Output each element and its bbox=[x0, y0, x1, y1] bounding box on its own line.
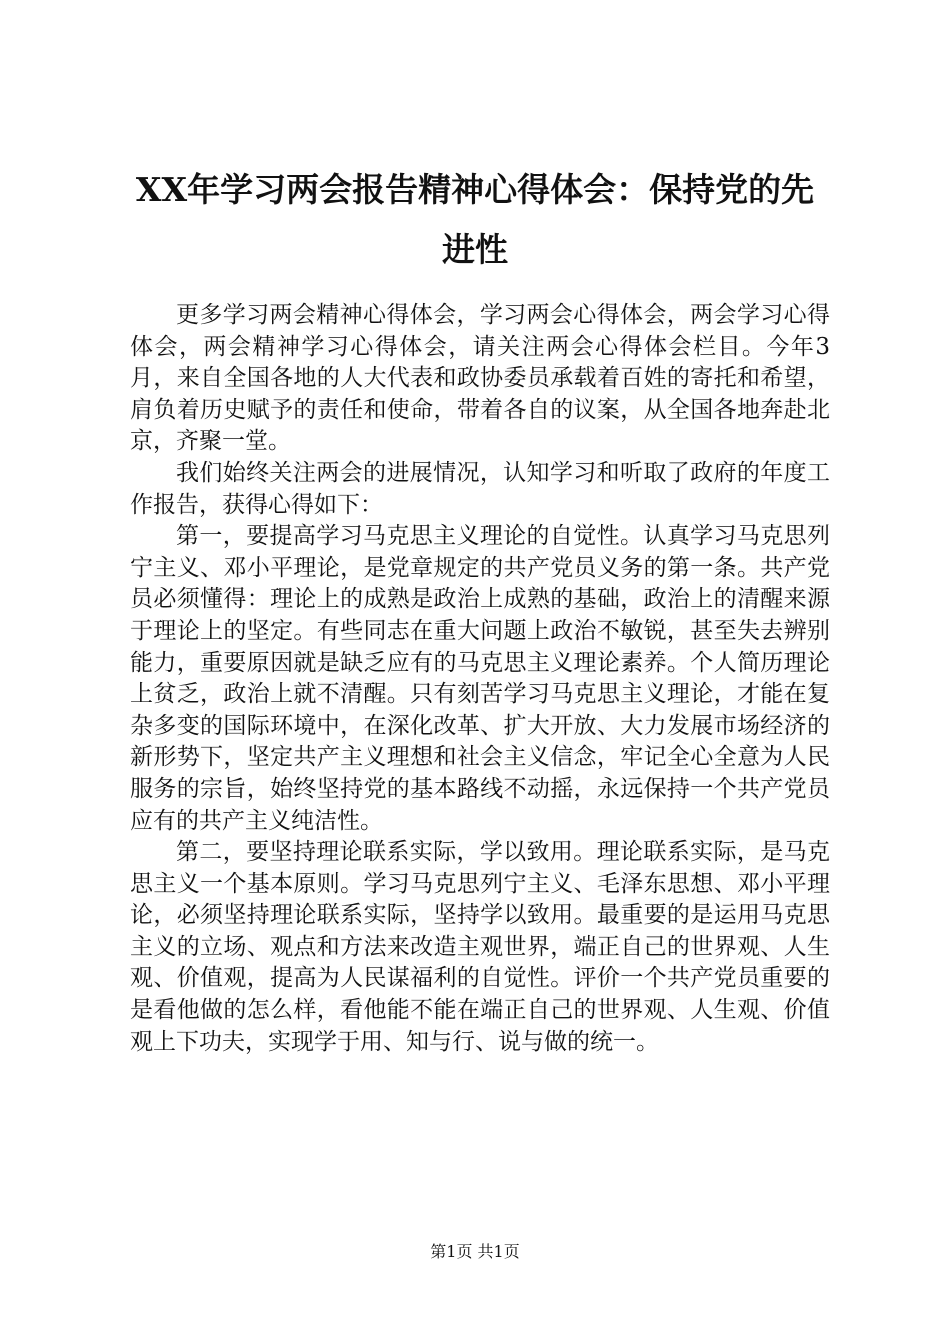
paragraph-intro: 更多学习两会精神心得体会，学习两会心得体会，两会学习心得体会，两会精神学习心得体会，请关注两会心得体会栏目。今年3月，来自全国各地的人大代表和政协委员承载着百姓的寄托和希望，肩负着历史赋予的责任和使命，带着各自的议案，从全国各地奔赴北京，齐聚一堂。 bbox=[130, 302, 830, 455]
paragraph-point-one: 第一，要提高学习马克思主义理论的自觉性。认真学习马克思列宁主义、邓小平理论，是党章规定的共产党员义务的第一条。共产党员必须懂得：理论上的成熟是政治上成熟的基础，政治上的清醒来源于理论上的坚定。有些同志在重大问题上政治不敏锐，甚至失去辨别能力，重要原因就是缺乏应有的马克思主义理论素养。个人简历理论上贫乏，政治上就不清醒。只有刻苦学习马克思主义理论，才能在复杂多变的国际环境中，在深化改革、扩大开放、大力发展市场经济的新形势下，坚定共产主义理想和社会主义信念，牢记全心全意为人民服务的宗旨，始终坚持党的基本路线不动摇，永远保持一个共产党员应有的共产主义纯洁性。 bbox=[130, 523, 830, 834]
paragraph-summary: 我们始终关注两会的进展情况，认知学习和听取了政府的年度工作报告，获得心得如下： bbox=[130, 459, 830, 518]
document-body bbox=[130, 300, 830, 1058]
document-title: XX年学习两会报告精神心得体会：保持党的先进性 bbox=[135, 170, 815, 269]
page-footer: 第1页 共1页 bbox=[430, 1242, 520, 1261]
paragraph-point-two: 第二，要坚持理论联系实际，学以致用。理论联系实际，是马克思主义一个基本原则。学习马克思列宁主义、毛泽东思想、邓小平理论，必须坚持理论联系实际，坚持学以致用。最重要的是运用马克思主义的立场、观点和方法来改造主观世界，端正自己的世界观、人生观、价值观，提高为人民谋福利的自觉性。评价一个共产党员重要的是看他做的怎么样，看他能不能在端正自己的世界观、人生观、价值观上下功夫，实现学于用、知与行、说与做的统一。 bbox=[130, 839, 830, 1055]
